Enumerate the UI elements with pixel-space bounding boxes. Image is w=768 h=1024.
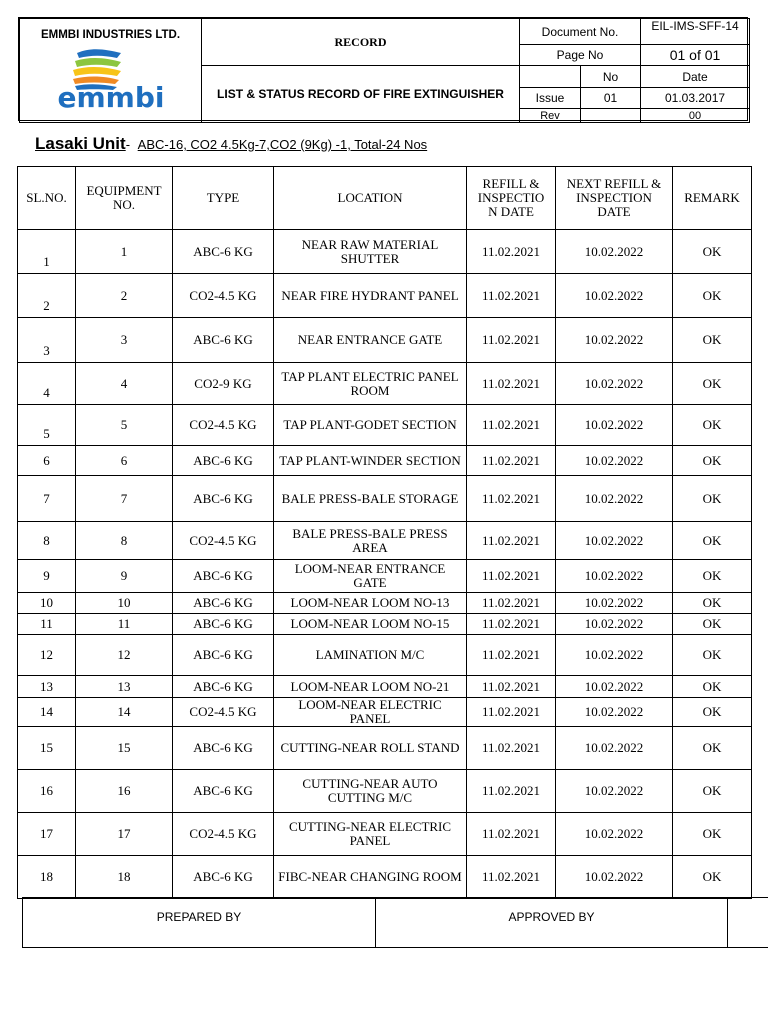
cell-type: ABC-6 KG xyxy=(173,318,274,363)
cell-equipment-no: 17 xyxy=(76,813,173,856)
document-no-value: EIL-IMS-SFF-14 xyxy=(641,19,750,45)
cell-refill-date: 11.02.2021 xyxy=(467,698,556,727)
cell-remark: OK xyxy=(673,522,752,560)
cell-type: ABC-6 KG xyxy=(173,614,274,635)
cell-type: ABC-6 KG xyxy=(173,476,274,522)
cell-location: NEAR FIRE HYDRANT PANEL xyxy=(274,274,467,318)
cell-equipment-no: 1 xyxy=(76,230,173,274)
cell-sl-no: 15 xyxy=(18,727,76,770)
table-row xyxy=(18,770,752,813)
cell-next-refill-date: 10.02.2022 xyxy=(556,614,673,635)
cell-type: ABC-6 KG xyxy=(173,770,274,813)
col-equipment-no: EQUIPMENT NO. xyxy=(76,167,173,230)
page-no-value: 01 of 01 xyxy=(641,45,750,66)
table-row xyxy=(18,522,752,560)
cell-location: BALE PRESS-BALE PRESS AREA xyxy=(274,522,467,560)
cell-next-refill-date: 10.02.2022 xyxy=(556,560,673,593)
cell-refill-date: 11.02.2021 xyxy=(467,363,556,405)
cell-type: ABC-6 KG xyxy=(173,856,274,899)
cell-next-refill-date: 10.02.2022 xyxy=(556,770,673,813)
cell-equipment-no: 14 xyxy=(76,698,173,727)
cell-location: LAMINATION M/C xyxy=(274,635,467,676)
table-body xyxy=(18,230,752,899)
cell-sl-no: 12 xyxy=(18,635,76,676)
extinguisher-table xyxy=(17,166,752,899)
cell-equipment-no: 16 xyxy=(76,770,173,813)
cell-refill-date: 11.02.2021 xyxy=(467,560,556,593)
table-row xyxy=(18,274,752,318)
cell-sl-no: 8 xyxy=(18,522,76,560)
cell-sl-no: 1 xyxy=(18,230,76,274)
cell-sl-no: 10 xyxy=(18,593,76,614)
unit-description: ABC-16, CO2 4.5Kg-7,CO2 (9Kg) -1, Total-24 Nos xyxy=(137,137,428,152)
footer-blank-cell xyxy=(728,898,768,948)
cell-type: CO2-4.5 KG xyxy=(173,522,274,560)
cell-sl-no: 11 xyxy=(18,614,76,635)
table-row xyxy=(18,614,752,635)
col-remark: REMARK xyxy=(673,167,752,230)
cell-remark: OK xyxy=(673,856,752,899)
table-row xyxy=(18,405,752,446)
table-row xyxy=(18,363,752,405)
cell-sl-no: 18 xyxy=(18,856,76,899)
cell-remark: OK xyxy=(673,813,752,856)
rev-label: Rev xyxy=(520,109,581,123)
cell-remark: OK xyxy=(673,230,752,274)
cell-remark: OK xyxy=(673,676,752,698)
cell-equipment-no: 15 xyxy=(76,727,173,770)
cell-remark: OK xyxy=(673,770,752,813)
cell-next-refill-date: 10.02.2022 xyxy=(556,274,673,318)
cell-remark: OK xyxy=(673,318,752,363)
cell-equipment-no: 7 xyxy=(76,476,173,522)
date-label: Date xyxy=(641,66,750,88)
company-logo-cell xyxy=(20,19,202,123)
cell-type: ABC-6 KG xyxy=(173,727,274,770)
table-row xyxy=(18,856,752,899)
cell-next-refill-date: 10.02.2022 xyxy=(556,522,673,560)
cell-type: ABC-6 KG xyxy=(173,230,274,274)
col-location: LOCATION xyxy=(274,167,467,230)
emmbi-logo xyxy=(25,47,197,109)
cell-remark: OK xyxy=(673,476,752,522)
table-row xyxy=(18,476,752,522)
cell-location: LOOM-NEAR LOOM NO-21 xyxy=(274,676,467,698)
table-row xyxy=(18,230,752,274)
cell-refill-date: 11.02.2021 xyxy=(467,593,556,614)
cell-sl-no: 17 xyxy=(18,813,76,856)
cell-location: BALE PRESS-BALE STORAGE xyxy=(274,476,467,522)
cell-location: CUTTING-NEAR AUTO CUTTING M/C xyxy=(274,770,467,813)
cell-refill-date: 11.02.2021 xyxy=(467,635,556,676)
cell-sl-no: 13 xyxy=(18,676,76,698)
col-refill-date: REFILL & INSPECTIO N DATE xyxy=(467,167,556,230)
cell-equipment-no: 4 xyxy=(76,363,173,405)
unit-label: Lasaki Unit xyxy=(35,134,126,153)
cell-next-refill-date: 10.02.2022 xyxy=(556,813,673,856)
cell-equipment-no: 9 xyxy=(76,560,173,593)
cell-refill-date: 11.02.2021 xyxy=(467,856,556,899)
record-title: RECORD xyxy=(202,19,520,66)
cell-type: ABC-6 KG xyxy=(173,560,274,593)
cell-refill-date: 11.02.2021 xyxy=(467,405,556,446)
cell-sl-no: 2 xyxy=(18,274,76,318)
table-row xyxy=(18,676,752,698)
cell-remark: OK xyxy=(673,727,752,770)
cell-location: LOOM-NEAR ENTRANCE GATE xyxy=(274,560,467,593)
cell-next-refill-date: 10.02.2022 xyxy=(556,698,673,727)
cell-equipment-no: 11 xyxy=(76,614,173,635)
cell-next-refill-date: 10.02.2022 xyxy=(556,476,673,522)
cell-location: CUTTING-NEAR ELECTRIC PANEL xyxy=(274,813,467,856)
rev-no xyxy=(581,109,641,123)
cell-type: CO2-4.5 KG xyxy=(173,698,274,727)
table-row xyxy=(18,560,752,593)
blank-cell xyxy=(520,66,581,88)
cell-next-refill-date: 10.02.2022 xyxy=(556,676,673,698)
cell-type: ABC-6 KG xyxy=(173,635,274,676)
issue-label: Issue xyxy=(520,88,581,109)
cell-refill-date: 11.02.2021 xyxy=(467,522,556,560)
cell-type: ABC-6 KG xyxy=(173,446,274,476)
approved-by: APPROVED BY xyxy=(376,898,728,948)
cell-sl-no: 9 xyxy=(18,560,76,593)
cell-remark: OK xyxy=(673,635,752,676)
cell-location: TAP PLANT-GODET SECTION xyxy=(274,405,467,446)
cell-next-refill-date: 10.02.2022 xyxy=(556,635,673,676)
cell-location: LOOM-NEAR ELECTRIC PANEL xyxy=(274,698,467,727)
cell-type: CO2-4.5 KG xyxy=(173,274,274,318)
cell-refill-date: 11.02.2021 xyxy=(467,614,556,635)
cell-next-refill-date: 10.02.2022 xyxy=(556,363,673,405)
cell-location: NEAR ENTRANCE GATE xyxy=(274,318,467,363)
cell-location: TAP PLANT ELECTRIC PANEL ROOM xyxy=(274,363,467,405)
table-row xyxy=(18,446,752,476)
col-type: TYPE xyxy=(173,167,274,230)
cell-remark: OK xyxy=(673,274,752,318)
cell-remark: OK xyxy=(673,363,752,405)
cell-location: FIBC-NEAR CHANGING ROOM xyxy=(274,856,467,899)
cell-refill-date: 11.02.2021 xyxy=(467,813,556,856)
cell-equipment-no: 5 xyxy=(76,405,173,446)
cell-sl-no: 3 xyxy=(18,318,76,363)
table-row xyxy=(18,813,752,856)
cell-next-refill-date: 10.02.2022 xyxy=(556,405,673,446)
cell-type: ABC-6 KG xyxy=(173,676,274,698)
cell-next-refill-date: 10.02.2022 xyxy=(556,446,673,476)
prepared-by: PREPARED BY xyxy=(23,898,376,948)
cell-location: LOOM-NEAR LOOM NO-13 xyxy=(274,593,467,614)
cell-remark: OK xyxy=(673,560,752,593)
cell-next-refill-date: 10.02.2022 xyxy=(556,230,673,274)
cell-sl-no: 14 xyxy=(18,698,76,727)
cell-sl-no: 6 xyxy=(18,446,76,476)
cell-refill-date: 11.02.2021 xyxy=(467,318,556,363)
cell-remark: OK xyxy=(673,405,752,446)
cell-remark: OK xyxy=(673,614,752,635)
table-row xyxy=(18,698,752,727)
list-title: LIST & STATUS RECORD OF FIRE EXTINGUISHER xyxy=(202,66,520,123)
cell-equipment-no: 3 xyxy=(76,318,173,363)
cell-equipment-no: 18 xyxy=(76,856,173,899)
cell-next-refill-date: 10.02.2022 xyxy=(556,856,673,899)
cell-equipment-no: 8 xyxy=(76,522,173,560)
cell-type: ABC-6 KG xyxy=(173,593,274,614)
logo-text: emmbi xyxy=(57,81,164,109)
col-sl-no: SL.NO. xyxy=(18,167,76,230)
cell-equipment-no: 12 xyxy=(76,635,173,676)
cell-equipment-no: 13 xyxy=(76,676,173,698)
col-next-refill-date: NEXT REFILL & INSPECTION DATE xyxy=(556,167,673,230)
cell-refill-date: 11.02.2021 xyxy=(467,727,556,770)
cell-remark: OK xyxy=(673,446,752,476)
table-row xyxy=(18,318,752,363)
rev-date: 00 xyxy=(641,109,750,123)
cell-equipment-no: 10 xyxy=(76,593,173,614)
table-row xyxy=(18,635,752,676)
cell-remark: OK xyxy=(673,698,752,727)
cell-next-refill-date: 10.02.2022 xyxy=(556,727,673,770)
cell-refill-date: 11.02.2021 xyxy=(467,676,556,698)
page-no-label: Page No xyxy=(520,45,641,66)
cell-type: CO2-4.5 KG xyxy=(173,405,274,446)
cell-type: CO2-9 KG xyxy=(173,363,274,405)
document-no-label: Document No. xyxy=(520,19,641,45)
cell-refill-date: 11.02.2021 xyxy=(467,274,556,318)
cell-next-refill-date: 10.02.2022 xyxy=(556,318,673,363)
cell-location: TAP PLANT-WINDER SECTION xyxy=(274,446,467,476)
cell-equipment-no: 2 xyxy=(76,274,173,318)
cell-next-refill-date: 10.02.2022 xyxy=(556,593,673,614)
cell-location: NEAR RAW MATERIAL SHUTTER xyxy=(274,230,467,274)
no-label: No xyxy=(581,66,641,88)
document-header xyxy=(18,17,748,121)
company-name: EMMBI INDUSTRIES LTD. xyxy=(40,29,181,41)
cell-location: CUTTING-NEAR ROLL STAND xyxy=(274,727,467,770)
issue-date: 01.03.2017 xyxy=(641,88,750,109)
cell-refill-date: 11.02.2021 xyxy=(467,476,556,522)
cell-sl-no: 16 xyxy=(18,770,76,813)
unit-line xyxy=(35,134,427,154)
cell-refill-date: 11.02.2021 xyxy=(467,446,556,476)
cell-equipment-no: 6 xyxy=(76,446,173,476)
cell-sl-no: 7 xyxy=(18,476,76,522)
issue-no: 01 xyxy=(581,88,641,109)
cell-remark: OK xyxy=(673,593,752,614)
signature-footer xyxy=(22,897,768,948)
cell-type: CO2-4.5 KG xyxy=(173,813,274,856)
table-row xyxy=(18,727,752,770)
unit-dash: - xyxy=(125,137,131,152)
table-row xyxy=(18,593,752,614)
cell-sl-no: 5 xyxy=(18,405,76,446)
cell-refill-date: 11.02.2021 xyxy=(467,230,556,274)
cell-sl-no: 4 xyxy=(18,363,76,405)
cell-location: LOOM-NEAR LOOM NO-15 xyxy=(274,614,467,635)
cell-refill-date: 11.02.2021 xyxy=(467,770,556,813)
